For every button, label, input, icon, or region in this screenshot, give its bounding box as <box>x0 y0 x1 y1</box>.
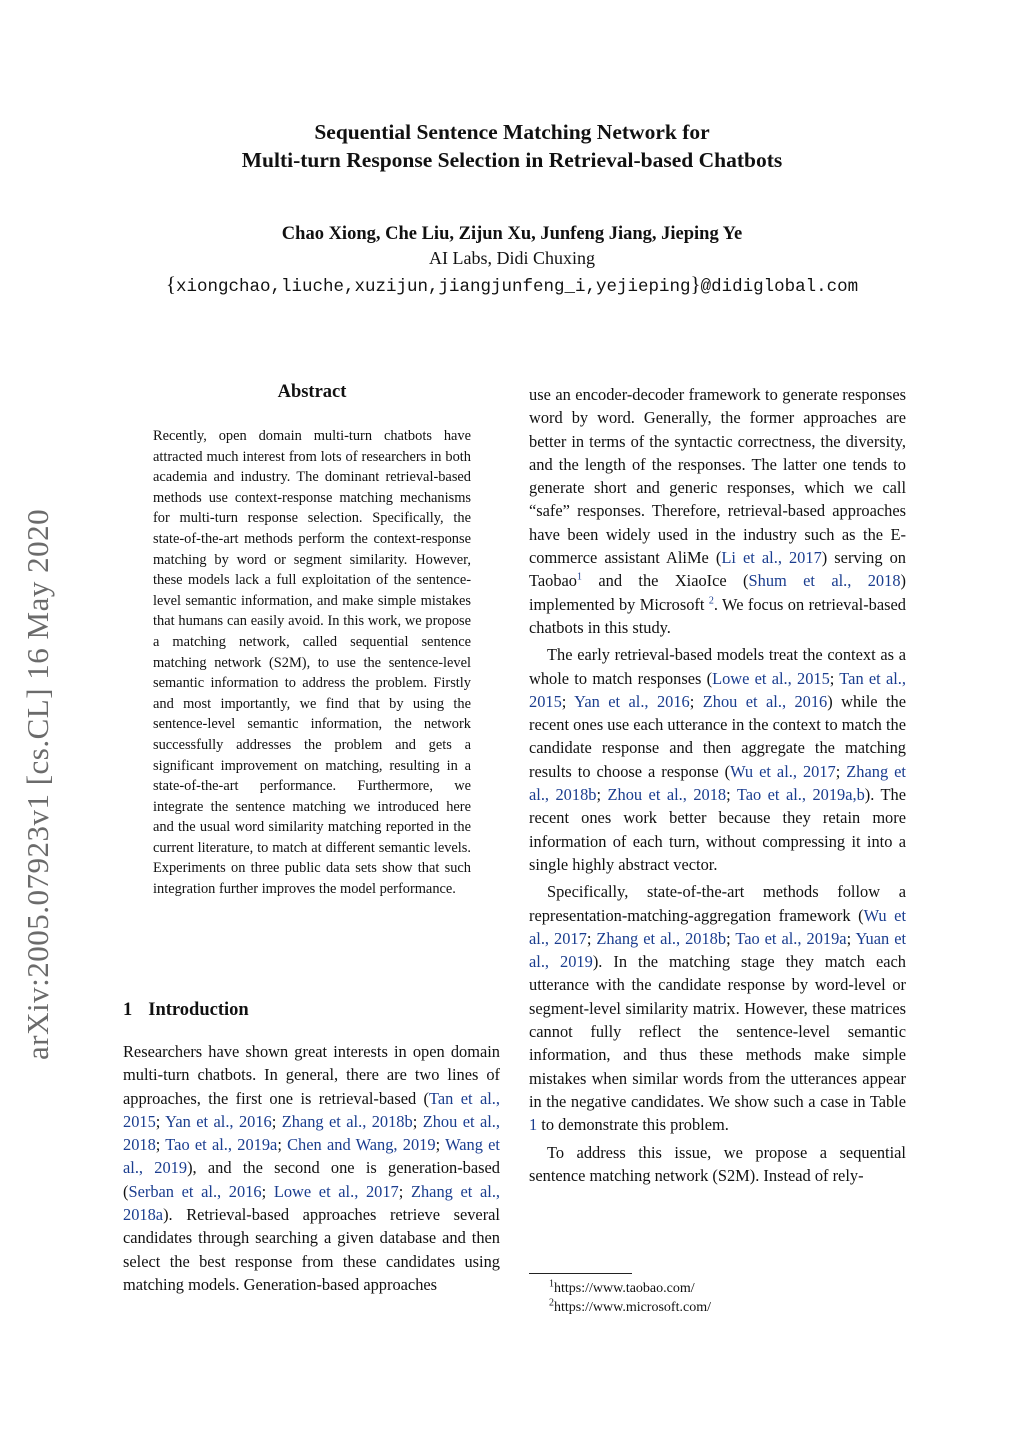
citation-link[interactable]: Zhang et al., 2018b <box>529 761 906 805</box>
text-run: ; <box>689 691 703 711</box>
citation-link[interactable]: Lowe et al., 2017 <box>273 1181 399 1201</box>
text-run: ; <box>596 785 608 805</box>
text-run: . We focus on retrieval-based chatbots in this study. <box>529 594 906 637</box>
arxiv-identifier-stamp: arXiv:2005.07923v1 [cs.CL] 16 May 2020 <box>20 508 55 1060</box>
email-domain: @didiglobal.com <box>700 277 859 297</box>
footnote-2 <box>549 1299 711 1317</box>
text-run: ) implemented by Microsoft <box>529 571 906 614</box>
footnote-divider <box>529 1273 632 1274</box>
text-run: ; <box>155 1111 166 1131</box>
text-run: ; <box>726 928 736 948</box>
table-reference-link[interactable]: 1 <box>529 1115 538 1135</box>
text-run: Researchers have shown great interests in open domain multi-turn chatbots. In general, there are two lines of approaches, the first one is retrieval-based ( <box>123 1042 500 1108</box>
citation-link[interactable]: Li et al., 2017 <box>721 548 822 568</box>
right-paragraph-4 <box>529 1141 906 1188</box>
right-paragraph-1 <box>529 383 906 639</box>
text-run: The early retrieval-based models treat the context as a whole to match responses ( <box>529 645 906 688</box>
text-run: to demonstrate this problem. <box>537 1115 729 1135</box>
citation-link[interactable]: Tao et al., 2019a <box>165 1135 278 1155</box>
text-run: ). Retrieval-based approaches retrieve several candidates through searching a given database and then select the best response from these candidates using matching models. Generation-based approaches <box>123 1205 500 1294</box>
author-emails <box>0 271 1024 300</box>
citation-link[interactable]: Serban et al., 2016 <box>128 1181 262 1201</box>
footnote-url[interactable]: https://www.microsoft.com/ <box>554 1300 711 1315</box>
footnote-1 <box>549 1280 695 1298</box>
citation-link[interactable]: Zhou et al., 2018 <box>123 1111 500 1155</box>
text-run: ) serving on Taobao <box>529 548 907 591</box>
citation-link[interactable]: Zhou et al., 2016 <box>702 691 828 711</box>
section-title: Introduction <box>148 1000 249 1020</box>
text-run: ; <box>835 761 847 781</box>
citation-link[interactable]: Wang et al., 2019 <box>123 1135 500 1178</box>
text-run: To address this issue, we propose a sequential sentence matching network (S2M). Instead of rely- <box>529 1142 906 1185</box>
text-run: Specifically, state-of-the-art methods follow a representation-matching-aggregation framework ( <box>529 882 906 925</box>
citation-link[interactable]: Tao et al., 2019a,b <box>736 785 865 805</box>
footnote-url[interactable]: https://www.taobao.com/ <box>554 1281 695 1296</box>
text-run: ; <box>726 785 737 805</box>
text-run: ; <box>277 1135 288 1155</box>
text-run: ; <box>261 1181 274 1201</box>
text-run: ; <box>846 928 856 948</box>
citation-link[interactable]: Lowe et al., 2015 <box>712 668 830 688</box>
email-users: xiongchao,liuche,xuzijun,jiangjunfeng_i,yejieping <box>175 277 691 297</box>
citation-link[interactable]: Tan et al., 2015 <box>529 668 906 711</box>
text-run: ). The recent ones work better because they retain more information of each turn, without compressing it into a single highly abstract vector. <box>529 785 907 874</box>
text-run: ). In the matching stage they match each utterance with the candidate response by word-level or segment-level similarity matrix. However, these matrices cannot fully reflect the sentence-level semantic information, and thus these methods make simple mistakes when similar words from the utterances appear in the negative candidates. We show such a case in Table <box>529 952 906 1111</box>
email-brace-close: } <box>690 272 701 296</box>
text-run: ; <box>561 691 575 711</box>
footnote-marker[interactable]: 1 <box>577 571 583 583</box>
abstract-heading: Abstract <box>277 382 347 402</box>
text-run: use an encoder-decoder framework to generate responses word by word. Generally, the former approaches are better in terms of the syntactic correctness, the diversity, and the length of the responses. The latter one tends to generate short and generic responses, which we call “safe” responses. Therefore, retrieval-based approaches have been widely used in the industry such as the E-commerce assistant AliMe ( <box>529 385 906 568</box>
citation-link[interactable]: Zhang et al., 2018b <box>281 1111 413 1131</box>
affiliation: AI Labs, Didi Chuxing <box>429 248 595 268</box>
citation-link[interactable]: Tan et al., 2015 <box>123 1088 501 1131</box>
text-run: ; <box>398 1181 411 1201</box>
author-list: Chao Xiong, Che Liu, Zijun Xu, Junfeng Jiang, Jieping Ye <box>281 224 743 244</box>
citation-link[interactable]: Chen and Wang, 2019 <box>287 1135 436 1155</box>
citation-link[interactable]: Yan et al., 2016 <box>165 1111 272 1131</box>
citation-link[interactable]: Zhou et al., 2018 <box>607 785 727 805</box>
citation-link[interactable]: Tao et al., 2019a <box>735 928 847 948</box>
title-line-1: Sequential Sentence Matching Network for <box>314 120 710 144</box>
text-run: ; <box>271 1111 282 1131</box>
text-run: ; <box>586 928 597 948</box>
paper-title <box>0 118 1024 174</box>
citation-link[interactable]: Zhang et al., 2018a <box>123 1181 501 1225</box>
text-run: ; <box>829 668 840 688</box>
section-number: 1 <box>123 1000 133 1020</box>
footnote-number: 2 <box>549 1297 554 1309</box>
text-run: ; <box>412 1111 423 1131</box>
title-line-2: Multi-turn Response Selection in Retrieval-based Chatbots <box>241 148 783 172</box>
citation-link[interactable]: Yan et al., 2016 <box>574 691 690 711</box>
text-run: ) while the recent ones use each utterance in the context to match the candidate response and then aggregate the matching results to choose a response ( <box>529 691 907 781</box>
right-column <box>529 383 906 1187</box>
text-run: ; <box>155 1135 166 1155</box>
intro-paragraph-1 <box>123 1040 500 1296</box>
section-heading-introduction <box>123 1000 265 1021</box>
citation-link[interactable]: Yuan et al., 2019 <box>529 928 907 972</box>
citation-link[interactable]: Zhang et al., 2018b <box>596 928 727 948</box>
footnote-marker[interactable]: 2 <box>708 595 714 607</box>
text-run: ), and the second one is generation-based ( <box>123 1158 500 1201</box>
abstract-text: Recently, open domain multi-turn chatbots have attracted much interest from lots of researchers in both academia and industry. The dominant retrieval-based methods use context-response matching mechanisms for multi-turn response selection. Specifically, the state-of-the-art methods perform the context-response matching by word or segment similarity. However, these models lack a full exploitation of the sentence-level semantic information, and make simple mistakes that humans can easily avoid. In this work, we propose a matching network, called sequential sentence matching network (S2M), to use the sentence-level semantic information to address the problem. Firstly and most importantly, we find that by using the sentence-level semantic information, the network successfully addresses the problem and gets a significant improvement on matching, resulting in a state-of-the-art performance. Furthermore, we integrate the sentence matching we introduced here and the usual word similarity matching reported in the current literature, to match at different semantic levels. Experiments on three public data sets show that such integration further improves the model performance. <box>153 428 471 898</box>
right-paragraph-3 <box>529 880 906 1136</box>
citation-link[interactable]: Wu et al., 2017 <box>529 905 907 948</box>
right-paragraph-2 <box>529 643 906 876</box>
citation-link[interactable]: Shum et al., 2018 <box>748 571 901 591</box>
text-run: ; <box>435 1135 446 1155</box>
text-run: and the XiaoIce ( <box>582 571 749 591</box>
email-brace-open: { <box>165 272 176 296</box>
footnote-number: 1 <box>549 1278 554 1290</box>
citation-link[interactable]: Wu et al., 2017 <box>730 761 836 781</box>
